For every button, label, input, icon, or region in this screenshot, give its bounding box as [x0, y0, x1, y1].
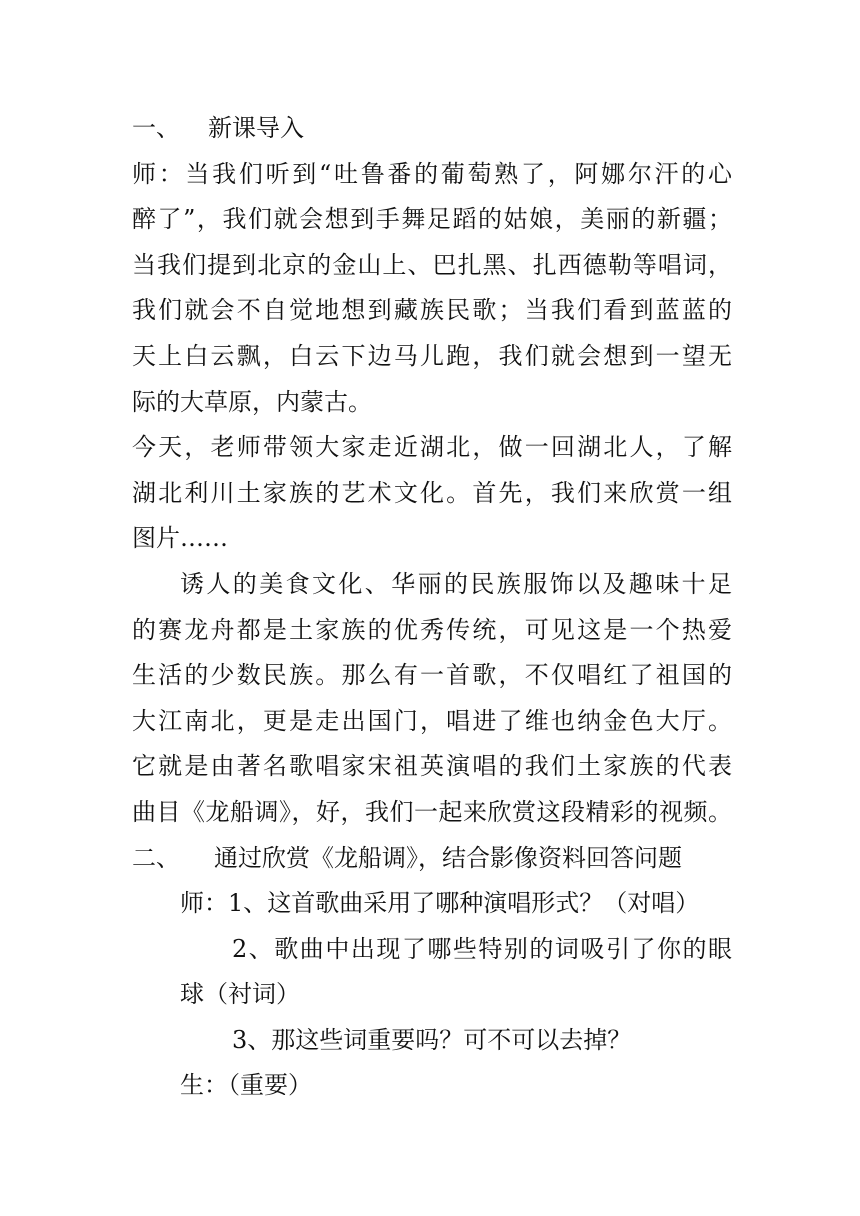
section-heading-1	[132, 106, 732, 152]
question-line: 球（衬词）	[180, 980, 300, 1009]
paragraph-line: 师：当我们听到“吐鲁番的葡萄熟了，阿娜尔汗的心	[132, 159, 732, 188]
paragraph-line: 当我们提到北京的金山上、巴扎黑、扎西德勒等唱词，	[132, 250, 732, 279]
paragraph-line: 诱人的美食文化、华丽的民族服饰以及趣味十足	[180, 569, 732, 598]
section-heading-2	[132, 836, 732, 882]
paragraph-line: 的赛龙舟都是土家族的优秀传统，可见这是一个热爱	[132, 615, 732, 644]
question-line: 3、那这些词重要吗？可不可以去掉？	[232, 1025, 632, 1054]
section-title: 新课导入	[208, 114, 304, 142]
paragraph-line: 生活的少数民族。那么有一首歌，不仅唱红了祖国的	[132, 661, 732, 690]
question-line: 师：1、这首歌曲采用了哪种演唱形式？（对唱）	[180, 889, 700, 918]
paragraph-line: 曲目《龙船调》，好，我们一起来欣赏这段精彩的视频。	[132, 797, 732, 826]
paragraph-line: 我们就会不自觉地想到藏族民歌；当我们看到蓝蓝的	[132, 296, 732, 325]
section-number: 一、	[132, 114, 180, 142]
paragraph-line: 际的大草原，内蒙古。	[132, 387, 372, 416]
document-body	[132, 106, 732, 1109]
question-line: 2、歌曲中出现了哪些特别的词吸引了你的眼	[232, 934, 732, 963]
paragraph-line: 图片……	[132, 524, 228, 553]
paragraph-line: 天上白云飘，白云下边马儿跑，我们就会想到一望无	[132, 341, 732, 370]
paragraph-line: 醉了”，我们就会想到手舞足蹈的姑娘，美丽的新疆；	[132, 205, 732, 234]
paragraph-line: 大江南北，更是走出国门，唱进了维也纳金色大厅。	[132, 706, 732, 735]
paragraph-line: 今天，老师带领大家走近湖北，做一回湖北人，了解	[132, 433, 732, 462]
section-number: 二、	[132, 843, 180, 872]
answer-line: 生：（重要）	[180, 1071, 312, 1100]
paragraph-line: 它就是由著名歌唱家宋祖英演唱的我们土家族的代表	[132, 752, 732, 781]
section-title: 通过欣赏《龙船调》，结合影像资料回答问题	[214, 843, 682, 872]
paragraph-line: 湖北利川土家族的艺术文化。首先，我们来欣赏一组	[132, 478, 732, 507]
